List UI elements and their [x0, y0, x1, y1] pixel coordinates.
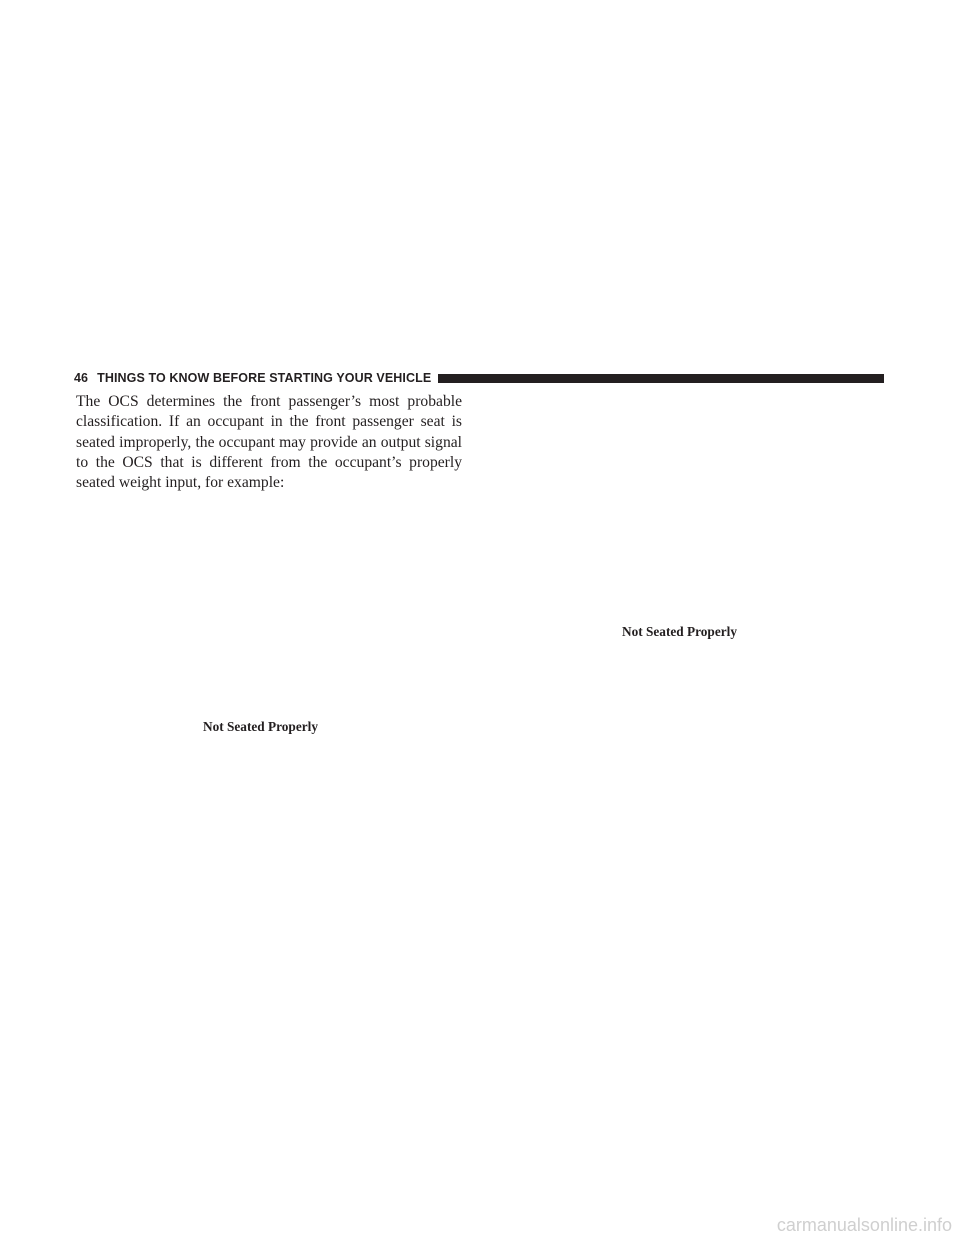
page-header [74, 370, 884, 386]
page-number: 46 [74, 371, 89, 385]
section-title: THINGS TO KNOW BEFORE STARTING YOUR VEHICLE [97, 371, 432, 385]
watermark: carmanualsonline.info [776, 1215, 952, 1235]
figure-caption-left: Not Seated Properly [203, 719, 318, 734]
figure-caption-right: Not Seated Properly [622, 624, 737, 639]
header-rule [438, 374, 884, 383]
body-paragraph: The OCS determines the front passenger’s most probable classification. If an occupant in the front passenger seat is seated improperly, the occupant may provide an output signal to the OCS that is different from the occupant’s properly seated weight input, for example: [76, 393, 462, 492]
